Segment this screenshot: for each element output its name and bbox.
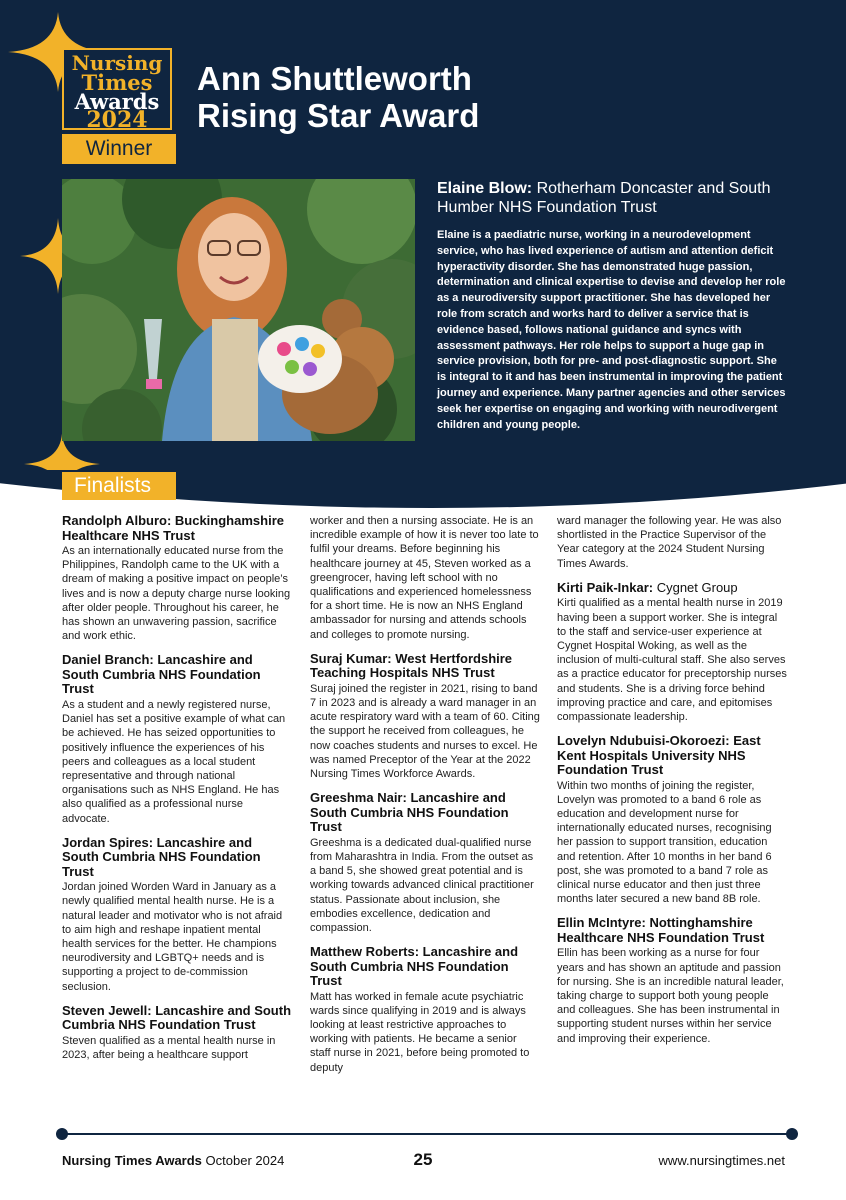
finalist-entry <box>557 581 787 724</box>
finalist-entry-continued <box>310 514 540 642</box>
finalist-org: East Kent Hospitals University NHS Foundation Trust <box>557 733 761 778</box>
finalist-name: Suraj Kumar: <box>310 650 392 666</box>
finalist-heading <box>557 581 787 596</box>
finalist-entry <box>62 836 292 994</box>
finalist-heading <box>310 791 540 835</box>
winner-heading <box>437 179 787 217</box>
finalists-column-2 <box>310 514 540 1085</box>
finalist-text: Kirti qualified as a mental health nurse in 2019 having been a support worker. She is integral to the staff and service-user experience at Cygnet Hospital Woking, as well as the inclusion of multi-cultural staff. She also serves as a practice educator for preceptorship nurses and students. She is a driving force behind improving practice and care, and epitomises compassionate leadership. <box>557 597 787 723</box>
finalist-entry <box>62 1004 292 1062</box>
finalist-heading <box>62 653 292 697</box>
finalist-entry <box>310 652 540 781</box>
finalist-text: ward manager the following year. He was also shortlisted in the Practice Supervisor of the Year category at the 2024 Student Nursing Times Awards. <box>557 515 782 570</box>
finalist-org: Buckinghamshire Healthcare NHS Trust <box>62 513 284 543</box>
winner-bio: Elaine is a paediatric nurse, working in a neurodevelopment service, who has lived experience of autism and attention deficit hyperactivity disorder. She has demonstrated huge passion, determination and clinical expertise to devise and develop her role as a neurodiversity support practitioner. She has developed her role from scratch and works hard to deliver a service that is evidence based, follows national guidance and syncs with assessment pathways. Her role helps to support a huge gap in service provision, both for pre- and post-diagnostic support. She is integral to it and has been instrumental in improving the patient journey and experience. Many partner agencies and other services seek her expertise on engaging and working with neurodivergent children and young people. <box>437 229 786 431</box>
finalist-org: West Hertfordshire Teaching Hospitals NHS Trust <box>310 650 513 681</box>
finalist-heading <box>62 836 292 880</box>
finalist-org: Lancashire and South Cumbria NHS Foundation Trust <box>310 790 509 835</box>
award-title <box>197 60 817 134</box>
finalist-org: Lancashire and South Cumbria NHS Foundation Trust <box>310 944 519 989</box>
awards-logo <box>62 48 172 133</box>
winner-photo <box>62 179 415 441</box>
finalist-org: Cygnet Group <box>653 579 738 595</box>
finalist-name: Kirti Paik-Inkar: <box>557 579 654 595</box>
finalist-org: Lancashire and South Cumbria NHS Foundation Trust <box>62 1002 292 1033</box>
finalist-name: Ellin McIntyre: <box>557 915 646 931</box>
footer-date: October 2024 <box>201 1153 285 1168</box>
finalist-name: Lovelyn Ndubuisi-Okoroezi: <box>557 733 730 749</box>
finalist-entry <box>557 734 787 906</box>
finalist-text: As an internationally educated nurse from the Philippines, Randolph came to the UK with a dream of making a positive impact on people’s lives and is now a deputy charge nurse looking after older people. Throughout his career, he has shown an unwavering passion, sacrifice and work ethic. <box>62 545 291 643</box>
finalist-text: Suraj joined the register in 2021, rising to band 7 in 2023 and is already a ward manager in an acute respiratory ward with a team of 60. Citing the support he received from colleagues, he now coaches students and nurses to excel. He was named Preceptor of the Year at the 2022 Nursing Times Workforce Awards. <box>310 682 540 781</box>
finalists-column-1 <box>62 514 292 1072</box>
finalist-name: Randolph Alburo: <box>62 513 172 528</box>
winner-org: Rotherham Doncaster and South Humber NHS Foundation Trust <box>437 180 771 216</box>
finalist-name: Daniel Branch: <box>62 652 154 668</box>
finalist-heading <box>557 734 787 778</box>
logo-nursing: Nursing <box>71 51 163 75</box>
finalists-column-3 <box>557 514 787 1056</box>
finalist-name: Steven Jewell: <box>62 1002 152 1018</box>
finalist-text: Jordan joined Worden Ward in January as a newly qualified mental health nurse. He is a natural leader and motivator who is not afraid to aim high and reshape inpatient mental health services for the better. He champions neurodiversity and LGBTQ+ needs and is supporting a project to de-commission seclusion. <box>62 881 283 993</box>
logo-times: Times <box>81 70 153 95</box>
logo-year: 2024 <box>86 107 148 133</box>
finalist-entry <box>310 945 540 1075</box>
award-title-line1: Ann Shuttleworth <box>197 60 472 97</box>
finalist-name: Matthew Roberts: <box>310 944 420 960</box>
finalist-text: Greeshma is a dedicated dual-qualified nurse from Maharashtra in India. From the outset as a band 5, she showed great potential and is working towards advanced clinical practitioner status. Passionate about inclusion, she embodies excellence, dedication and compassion. <box>310 836 534 934</box>
finalist-name: Greeshma Nair: <box>310 790 407 806</box>
finalist-heading <box>310 945 540 989</box>
finalist-text: Within two months of joining the register, Lovelyn was promoted to a band 6 role as education and development nurse for internationally educated nurses, recognising her passion to support transition, education and retention. After 10 months in her band 6 post, she was promoted to a band 7 role as clinical nurse educator and then just three months later secured a new band 8B role. <box>557 779 772 906</box>
finalist-heading <box>62 1004 292 1033</box>
winner-label: Winner <box>62 134 176 164</box>
page-number: 25 <box>413 1150 433 1169</box>
finalist-org: Lancashire and South Cumbria NHS Foundation Trust <box>62 834 261 879</box>
footer-rule-dot-right <box>786 1128 798 1140</box>
footer-url[interactable]: www.nursingtimes.net <box>658 1153 785 1168</box>
finalist-text: Ellin has been working as a nurse for four years and has shown an aptitude and passion for nursing. She is an incredible natural leader, taking charge to support both young people and colleagues. She has been instrumental in supporting student nurses within her service and improving their experience. <box>557 947 784 1045</box>
finalist-entry <box>557 916 787 1045</box>
finalist-name: Jordan Spires: <box>62 834 154 850</box>
finalist-org: Lancashire and South Cumbria NHS Foundation Trust <box>62 652 261 697</box>
finalist-entry-continued <box>557 514 787 571</box>
finalist-text: worker and then a nursing associate. He is an incredible example of how it is never too late to fulfil your dreams. Before beginning his healthcare journey at 45, Steven worked as a greengrocer, having left school with no qualifications and experienced homelessness for a short time. He is now an NHS England ambassador for nursing and attends schools and colleges to promote nursing. <box>310 515 539 641</box>
footer-publication <box>62 1153 284 1168</box>
finalist-org: Nottinghamshire Healthcare NHS Foundation Trust <box>557 915 765 945</box>
finalist-entry <box>310 791 540 935</box>
award-title-line2: Rising Star Award <box>197 97 480 134</box>
finalist-heading <box>557 916 787 945</box>
logo-awards: Awards <box>74 89 160 114</box>
finalist-text: Steven qualified as a mental health nurse in 2023, after being a healthcare support <box>62 1034 276 1062</box>
footer-rule-dot-left <box>56 1128 68 1140</box>
finalist-heading <box>62 514 292 543</box>
finalist-text: Matt has worked in female acute psychiatric wards since qualifying in 2019 and is always looking at least restrictive approaches to working with patients. He became a senior staff nurse in 2021, before being promoted to deputy <box>310 990 530 1074</box>
finalist-entry <box>62 653 292 825</box>
header-panel <box>0 0 846 470</box>
winner-name: Elaine Blow: <box>437 180 533 197</box>
finalist-heading <box>310 652 540 681</box>
finalists-label: Finalists <box>62 472 176 500</box>
footer-brand: Nursing Times Awards <box>62 1153 202 1168</box>
finalist-entry <box>62 514 292 643</box>
winner-photo-illustration <box>62 179 415 441</box>
footer-rule <box>62 1133 792 1135</box>
finalist-text: As a student and a newly registered nurse, Daniel has set a positive example of what can be achieved. He has seized opportunities to positively influence the experiences of his peers and colleagues as a local student representative and through national organisations such as NHS England. He has also qualified as a professional nurse advocate. <box>62 698 286 825</box>
